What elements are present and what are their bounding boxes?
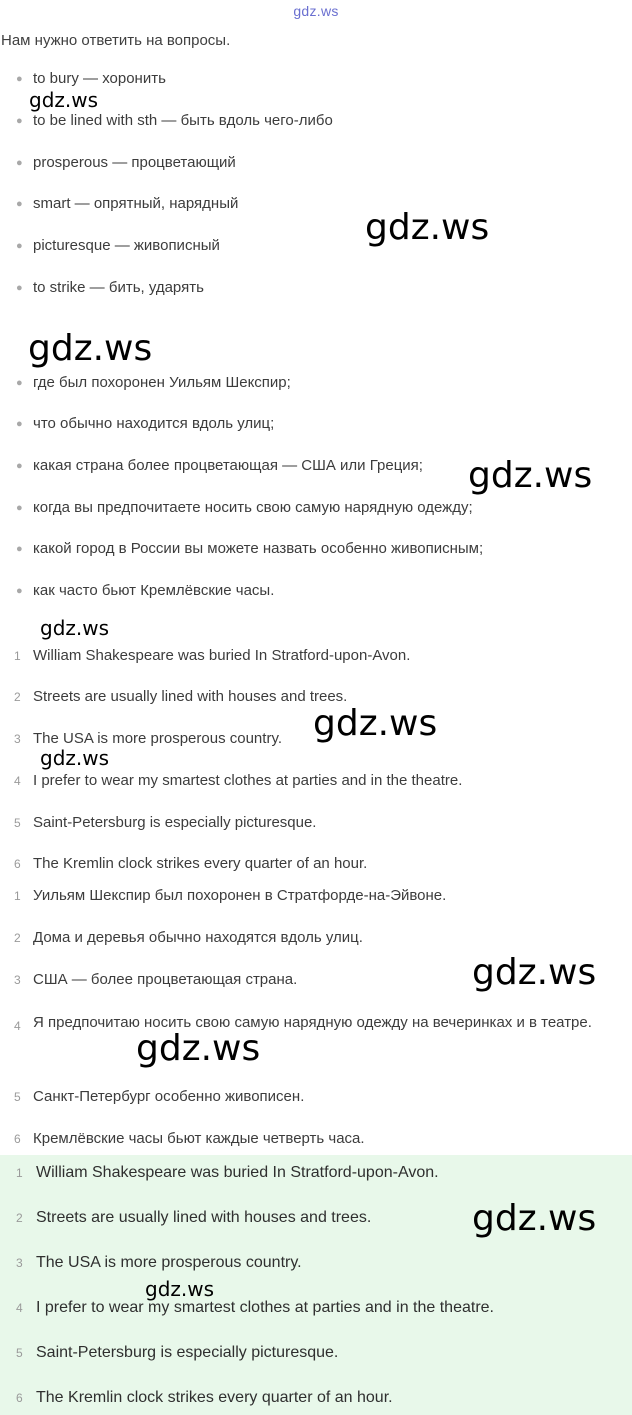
answer-text: The USA is more prosperous country. <box>36 1254 302 1271</box>
answer-text: I prefer to wear my smartest clothes at parties and in the theatre. <box>33 772 463 789</box>
answer-text: Streets are usually lined with houses and trees. <box>36 1209 372 1226</box>
watermark-text: gdz.ws <box>468 455 593 496</box>
item-number: 6 <box>14 857 21 871</box>
watermark-text: gdz.ws <box>28 328 153 369</box>
item-number: 3 <box>14 732 21 746</box>
vocab-text: to strike — бить, ударять <box>33 279 204 296</box>
watermark-text: gdz.ws <box>472 1198 597 1239</box>
item-number: 1 <box>14 889 21 903</box>
answer-text: I prefer to wear my smartest clothes at parties and in the theatre. <box>36 1299 494 1316</box>
bullet-icon: ● <box>16 418 23 430</box>
site-header-link[interactable]: gdz.ws <box>293 3 339 19</box>
answer-text: Saint-Petersburg is especially picturesque. <box>36 1344 339 1361</box>
watermark-text: gdz.ws <box>365 207 490 248</box>
bullet-icon: ● <box>16 240 23 252</box>
answer-text: The USA is more prosperous country. <box>33 730 282 747</box>
item-number: 6 <box>14 1132 21 1146</box>
watermark-text: gdz.ws <box>472 952 597 993</box>
answer-text: Кремлёвские часы бьют каждые четверть часа. <box>33 1130 365 1147</box>
item-number: 3 <box>14 973 21 987</box>
answer-text: The Kremlin clock strikes every quarter of an hour. <box>33 855 368 872</box>
item-number: 2 <box>14 690 21 704</box>
answer-text: Streets are usually lined with houses and trees. <box>33 688 348 705</box>
question-text: какая страна более процветающая — США или Греция; <box>33 457 423 474</box>
bullet-icon: ● <box>16 585 23 597</box>
watermark-text: gdz.ws <box>145 1277 215 1301</box>
item-number: 2 <box>14 931 21 945</box>
answer-text: Уильям Шекспир был похоронен в Стратфорде-на-Эйвоне. <box>33 887 447 904</box>
intro-text: Нам нужно ответить на вопросы. <box>1 32 231 49</box>
bullet-icon: ● <box>16 198 23 210</box>
question-text: какой город в России вы можете назвать особенно живописным; <box>33 540 484 557</box>
watermark-text: gdz.ws <box>29 88 99 112</box>
bullet-icon: ● <box>16 543 23 555</box>
item-number: 3 <box>16 1256 23 1270</box>
vocab-text: smart — опрятный, нарядный <box>33 195 239 212</box>
answer-text: William Shakespeare was buried In Stratford-upon-Avon. <box>33 647 411 664</box>
answer-text: Я предпочитаю носить свою самую нарядную одежду на вечеринках и в театре. <box>33 1014 592 1031</box>
item-number: 4 <box>14 1019 21 1033</box>
answer-text: США — более процветающая страна. <box>33 971 298 988</box>
item-number: 4 <box>14 774 21 788</box>
vocab-text: to bury — хоронить <box>33 70 166 87</box>
item-number: 5 <box>14 816 21 830</box>
answer-text: William Shakespeare was buried In Stratford-upon-Avon. <box>36 1164 439 1181</box>
item-number: 6 <box>16 1391 23 1405</box>
item-number: 4 <box>16 1301 23 1315</box>
question-text: что обычно находится вдоль улиц; <box>33 415 275 432</box>
bullet-icon: ● <box>16 157 23 169</box>
bullet-icon: ● <box>16 502 23 514</box>
answer-text: Дома и деревья обычно находятся вдоль улиц. <box>33 929 363 946</box>
watermark-text: gdz.ws <box>40 616 110 640</box>
bullet-icon: ● <box>16 282 23 294</box>
vocab-text: prosperous — процветающий <box>33 154 236 171</box>
answer-text: Saint-Petersburg is especially picturesque. <box>33 814 317 831</box>
item-number: 5 <box>14 1090 21 1104</box>
vocab-text: picturesque — живописный <box>33 237 220 254</box>
item-number: 1 <box>14 649 21 663</box>
bullet-icon: ● <box>16 377 23 389</box>
question-text: где был похоронен Уильям Шекспир; <box>33 374 291 391</box>
list-item <box>0 1007 632 1039</box>
item-number: 1 <box>16 1166 23 1180</box>
answer-text: Санкт-Петербург особенно живописен. <box>33 1088 305 1105</box>
item-number: 2 <box>16 1211 23 1225</box>
answer-text: The Kremlin clock strikes every quarter of an hour. <box>36 1389 393 1406</box>
vocab-text: to be lined with sth — быть вдоль чего-либо <box>33 112 333 129</box>
bullet-icon: ● <box>16 115 23 127</box>
item-number: 5 <box>16 1346 23 1360</box>
answer-panel <box>0 1155 632 1415</box>
bullet-icon: ● <box>16 73 23 85</box>
watermark-text: gdz.ws <box>136 1028 261 1069</box>
watermark-text: gdz.ws <box>313 703 438 744</box>
question-text: как часто бьют Кремлёвские часы. <box>33 582 275 599</box>
watermark-text: gdz.ws <box>40 746 110 770</box>
question-text: когда вы предпочитаете носить свою самую нарядную одежду; <box>33 499 473 516</box>
bullet-icon: ● <box>16 460 23 472</box>
